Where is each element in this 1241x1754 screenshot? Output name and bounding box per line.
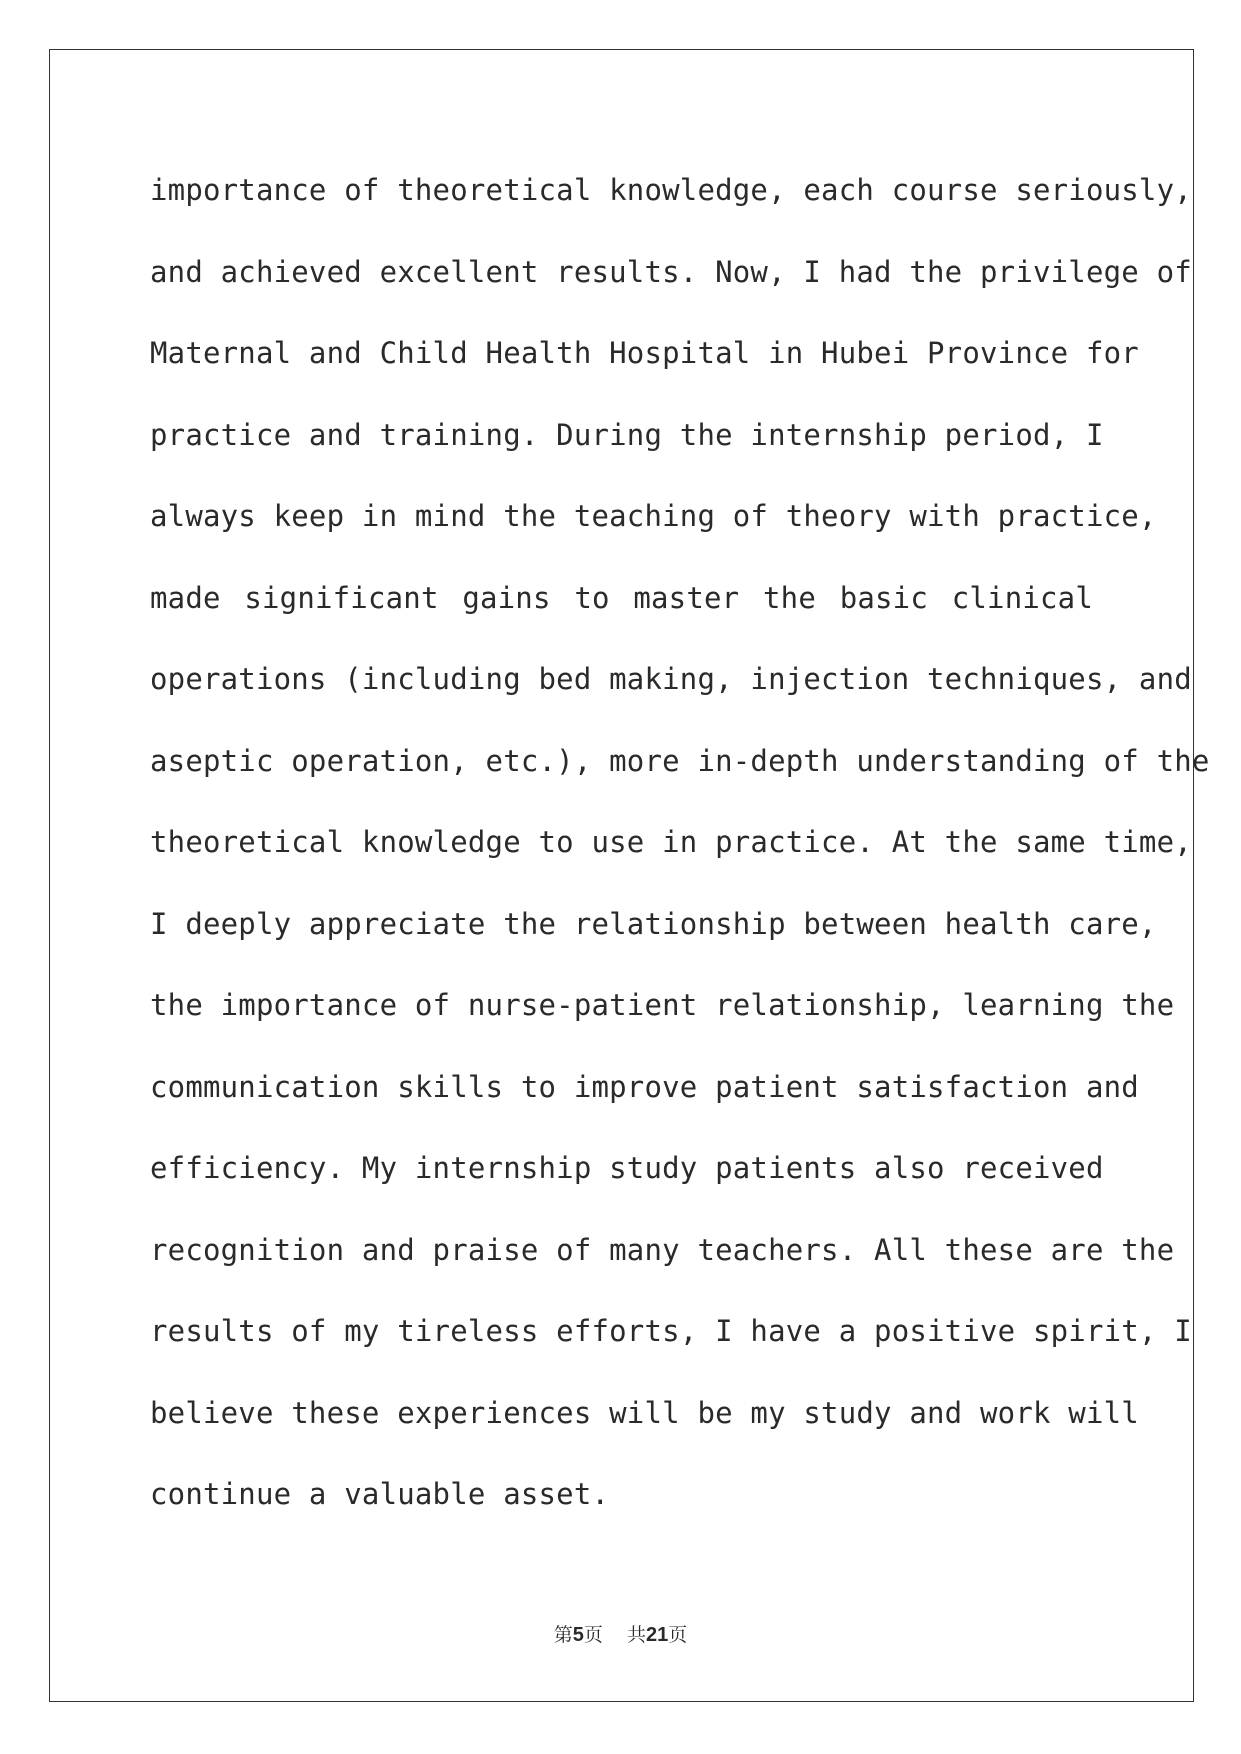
text-line-last: continue a valuable asset. (150, 1477, 610, 1511)
text-line: always keep in mind the teaching of theory with practice, (150, 499, 1157, 533)
page-footer (0, 1620, 1241, 1647)
text-line: believe these experiences will be my study and work will (150, 1395, 1139, 1430)
total-pages: 21 (646, 1624, 669, 1646)
text-line: made significant gains to master the basic clinical (150, 580, 1093, 615)
page-suffix: 页 (583, 1624, 603, 1646)
total-prefix: 共 (627, 1624, 647, 1646)
text-line: practice and training. During the internship period, I (150, 417, 1104, 452)
text-line: I deeply appreciate the relationship between health care, (150, 906, 1157, 941)
text-line: the importance of nurse-patient relationship, learning the (150, 988, 1175, 1022)
total-suffix: 页 (668, 1624, 688, 1646)
text-line: aseptic operation, etc.), more in-depth understanding of the (150, 743, 1210, 778)
text-line: recognition and praise of many teachers. All these are the (150, 1232, 1175, 1267)
text-line: importance of theoretical knowledge, each course seriously, (150, 173, 1192, 207)
page-number: 5 (572, 1624, 584, 1646)
text-line: efficiency. My internship study patients also received (150, 1151, 1104, 1185)
text-line: operations (including bed making, injection techniques, and (150, 662, 1192, 696)
text-line: theoretical knowledge to use in practice. At the same time, (150, 825, 1192, 859)
text-line: and achieved excellent results. Now, I had the privilege of (150, 254, 1192, 289)
text-line: communication skills to improve patient satisfaction and (150, 1069, 1139, 1104)
body-text (150, 150, 1210, 1536)
text-line: results of my tireless efforts, I have a positive spirit, I (150, 1314, 1192, 1348)
text-line: Maternal and Child Health Hospital in Hubei Province for (150, 336, 1139, 370)
page-prefix: 第 (553, 1624, 573, 1646)
